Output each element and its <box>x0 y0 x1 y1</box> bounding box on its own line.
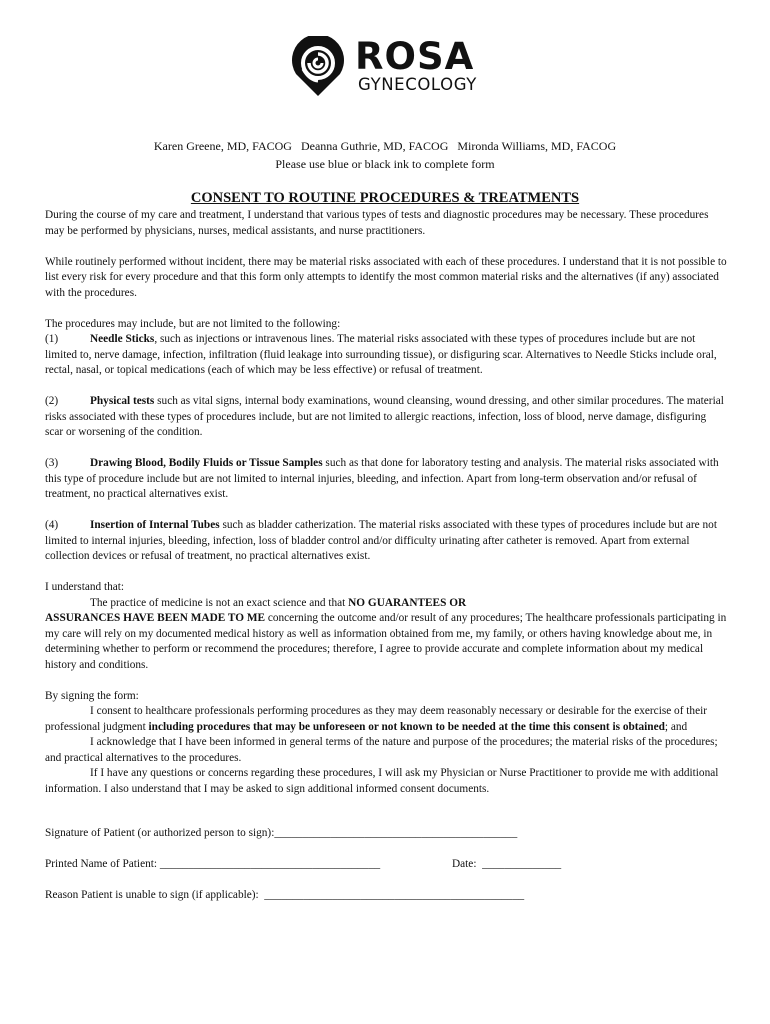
questions-paragraph: If I have any questions or concerns regarding these procedures, I will ask my Physician or Nurse Practitioner to provide me with additional information. I also understand that I may be asked to sign additional informed consent documents. <box>45 767 719 795</box>
ink-instruction: Please use blue or black ink to complete form <box>275 157 495 171</box>
procedure-item: (3) Drawing Blood, Bodily Fluids or Tissue Samples such as that done for laboratory testing and analysis. The material risks associated with this type of procedure include but are not limited to internal injuries, bleeding, and infection. Apart from long-term observation and/or refusal of treatment, no practical alternatives exist. <box>45 457 719 500</box>
form-body <box>45 208 727 797</box>
understand-lead: I understand that: <box>45 581 125 593</box>
procedure-name: Drawing Blood, Bodily Fluids or Tissue Samples <box>90 457 323 469</box>
rosa-logo <box>287 36 477 98</box>
procedure-item: (4) Insertion of Internal Tubes such as bladder catherization. The material risks associated with these types of procedures include but are not limited to internal injuries, bleeding, infection, loss of bladder control and/or difficulty urinating after catheter is removed. Apart from external collection devices or refusal of treatment, no practical alternatives exist. <box>45 519 717 562</box>
procedure-name: Needle Sticks <box>90 333 155 345</box>
procedure-item: (2) Physical tests such as vital signs, internal body examinations, wound cleansing, wound dressing, and other similar procedures. The material risks associated with these types of procedures include, but are not limited to allergic reactions, infection, loss of blood, nerve damage, disfiguring scar or worsening of the condition. <box>45 395 724 438</box>
risks-paragraph: While routinely performed without incident, there may be material risks associated with each of these procedures. I understand that it is not possible to list every risk for every procedure and that this form only attempts to identify the most common material risks and the alternatives (if any) associated with the procedures. <box>45 255 727 299</box>
procedure-item: (1) Needle Sticks, such as injections or intravenous lines. The material risks associated with these types of procedures include but are not limited to, nerve damage, infection, infiltration (fluid leakage into surrounding tissue), or disfiguring scar. Alternatives to Needle Sticks include oral, rectal, nasal, or topical medications (each of which may be less effective) or refusal of treatment. <box>45 333 717 376</box>
form-title: CONSENT TO ROUTINE PROCEDURES & TREATMENTS <box>190 190 580 206</box>
date-field[interactable]: Date: ______________ <box>452 858 562 870</box>
understand-paragraph: ASSURANCES HAVE BEEN MADE TO ME concerning the outcome and/or result of any procedures; The healthcare professionals participating in my care will rely on my documented medical history as well as information obtained from me, my family, or others having knowledge about me, in determining whether to perform or recommend the procedures; therefore, I agree to provide accurate and complete information about my medical history and conditions. <box>45 612 727 671</box>
rose-logo-icon <box>287 36 349 98</box>
acknowledge-paragraph: I acknowledge that I have been informed in general terms of the nature and purpose of the procedures; the material risks of the procedures; and practical alternatives to the procedures. <box>45 736 718 764</box>
procedure-name: Insertion of Internal Tubes <box>90 519 220 531</box>
signature-field[interactable]: Signature of Patient (or authorized person to sign):___________________________________________ <box>45 827 518 839</box>
procedures-intro: The procedures may include, but are not limited to the following: <box>45 317 341 330</box>
procedure-name: Physical tests <box>90 395 155 407</box>
consent-paragraph: I consent to healthcare professionals performing procedures as they may deem reasonably necessary or desirable for the exercise of their professional judgment including procedures that may be unforeseen or not known to be needed at the time this consent is obtained; and <box>45 705 707 733</box>
understand-line: The practice of medicine is not an exact science and that NO GUARANTEES OR <box>90 596 467 609</box>
reason-unable-field[interactable]: Reason Patient is unable to sign (if applicable): ______________________________________________ <box>45 889 525 901</box>
signing-lead: By signing the form: <box>45 689 139 702</box>
doctor-list: Karen Greene, MD, FACOG Deanna Guthrie, MD, FACOG Mironda Williams, MD, FACOG <box>153 139 617 153</box>
logo-name: ROSA <box>355 35 475 78</box>
printed-name-field[interactable]: Printed Name of Patient: _______________________________________ <box>45 858 381 870</box>
logo-subtitle: GYNECOLOGY <box>358 75 477 94</box>
intro-paragraph: During the course of my care and treatment, I understand that various types of tests and diagnostic procedures may be necessary. These procedures may be performed by physicians, nurses, medical assistants, and nurse practitioners. <box>45 209 709 237</box>
